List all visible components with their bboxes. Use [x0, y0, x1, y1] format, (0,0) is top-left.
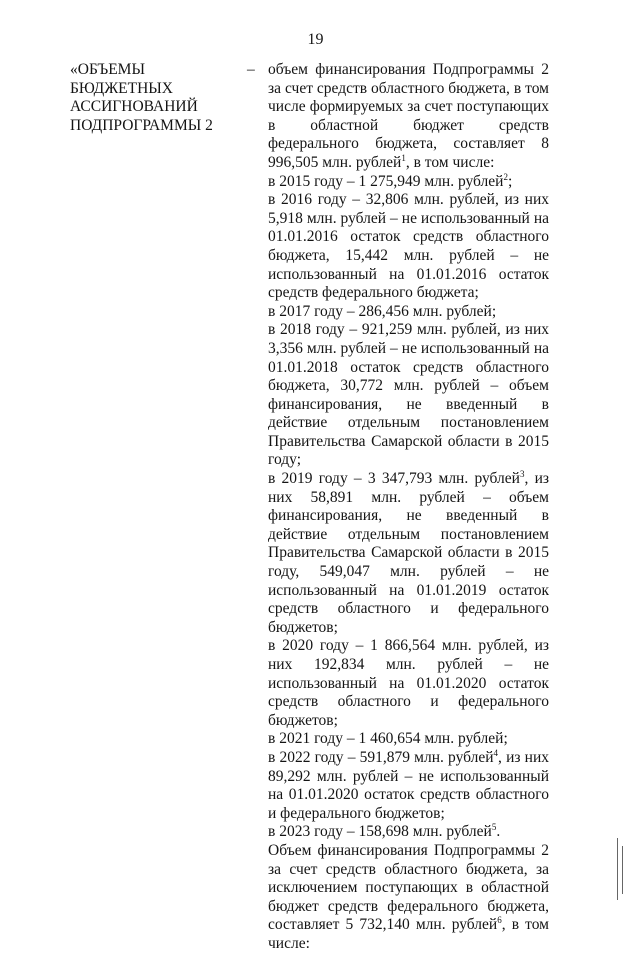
- heading-line: «ОБЪЕМЫ: [70, 61, 145, 78]
- footnote-ref: 1: [401, 152, 406, 163]
- paragraph-tail: ;: [507, 172, 513, 190]
- paragraph-year-2021: [268, 730, 549, 749]
- paragraph-tail: , из них 89,292 млн. рублей – не использованный на 01.01.2020 остаток средств областного и федерального бюджетов;: [268, 748, 549, 822]
- paragraph-year-2017: [268, 303, 549, 322]
- footnote-ref: 2: [503, 171, 508, 182]
- footnote-ref: 5: [491, 822, 497, 833]
- footnote-ref: 4: [493, 747, 499, 758]
- paragraph-year-2016: [268, 191, 549, 303]
- paragraph-year-2023: [268, 823, 549, 842]
- paragraph-text: в 2017 году – 286,456 млн. рублей;: [268, 302, 497, 320]
- paragraph-text: в 2020 году – 1 866,564 млн. рублей, из них 192,834 млн. рублей – не использованный на 01.01.2020 остаток средств областного и федерального бюджетов;: [268, 637, 549, 729]
- footnote-ref: 6: [497, 915, 502, 926]
- paragraph-tail: , из них 58,891 млн. рублей – объем финансирования, не введенный в действие отдельным постановлением Правительства Самарской области в 2015 году, 549,047 млн. рублей – не использованный на 01.01.2019 остаток средств областного и федерального бюджетов;: [268, 470, 549, 636]
- paragraph-text: в 2022 году – 591,879 млн. рублей: [268, 748, 494, 766]
- paragraph-text: в 2016 году – 32,806 млн. рублей, из них 5,918 млн. рублей – не использованный на 01.01.2016 остаток средств областного бюджета, 15,442 млн. рублей – не использованный на 01.01.2016 остаток средств федерального бюджета;: [268, 191, 549, 302]
- scan-edge-mark: [617, 838, 618, 900]
- section-heading: [70, 61, 245, 135]
- paragraph-year-2019: [268, 470, 549, 637]
- paragraph-text: в 2023 году – 158,698 млн. рублей: [268, 823, 492, 841]
- paragraph-regional-funding: [268, 842, 549, 954]
- paragraph-text: объем финансирования Подпрограммы 2 за счет средств областного бюджета, в том числе формируемых за счет поступающих в областной бюджет средств федерального бюджета, составляет 8 996,505 млн. рублей: [268, 61, 549, 171]
- paragraph-year-2015: [268, 173, 549, 192]
- paragraph-tail: , в том числе:: [405, 153, 495, 171]
- paragraph-tail: , в том числе:: [268, 916, 549, 952]
- funding-description: [268, 61, 549, 954]
- paragraph-text: в 2019 году – 3 347,793 млн. рублей: [268, 470, 520, 488]
- heading-line: БЮДЖЕТНЫХ: [70, 79, 173, 97]
- scan-edge-mark: [622, 846, 623, 894]
- paragraph-total-funding: [268, 61, 549, 173]
- list-dash: –: [247, 61, 255, 78]
- paragraph-text: Объем финансирования Подпрограммы 2 за счет средств областного бюджета, за исключением поступающих в областной бюджет средств федерального бюджета, составляет 5 732,140 млн. рублей: [268, 841, 549, 934]
- paragraph-text: в 2015 году – 1 275,949 млн. рублей: [268, 172, 504, 190]
- paragraph-year-2018: [268, 321, 549, 470]
- page-number: 19: [307, 31, 324, 48]
- paragraph-text: в 2018 году – 921,259 млн. рублей, из них 3,356 млн. рублей – не использованный на 01.01.2018 остаток средств областного бюджета, 30,772 млн. рублей – объем финансирования, не введенный в действие отдельным постановлением Правительства Самарской области в 2015 году;: [268, 321, 549, 469]
- paragraph-year-2022: [268, 749, 549, 823]
- footnote-ref: 3: [519, 468, 525, 479]
- paragraph-text: в 2021 году – 1 460,654 млн. рублей;: [268, 730, 508, 748]
- heading-line: АССИГНОВАНИЙ: [70, 98, 198, 116]
- paragraph-year-2020: [268, 637, 549, 730]
- paragraph-tail: .: [496, 823, 501, 841]
- heading-line: ПОДПРОГРАММЫ 2: [70, 116, 213, 134]
